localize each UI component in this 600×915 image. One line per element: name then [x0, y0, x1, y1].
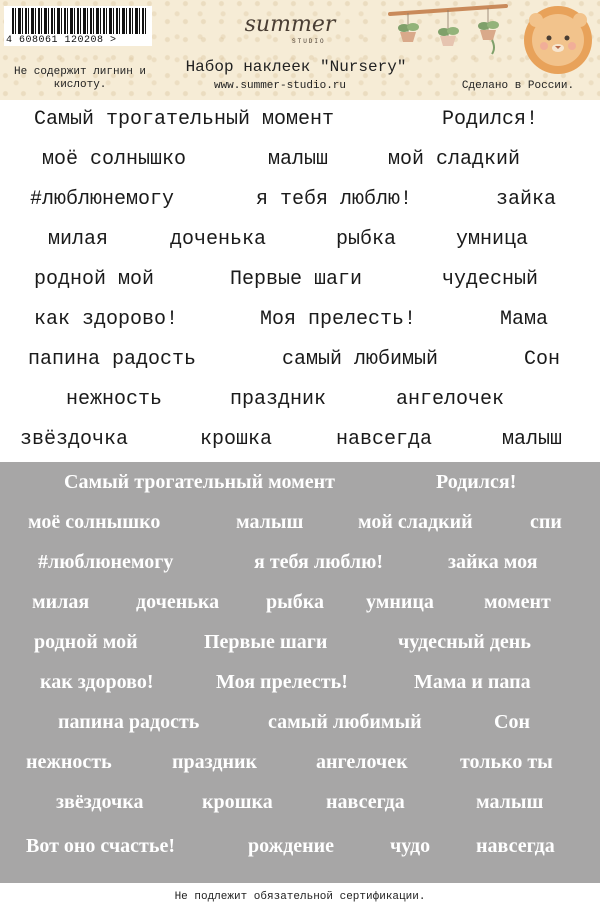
sticker-word: самый любимый — [282, 348, 439, 371]
sticker-word: только ты — [460, 751, 553, 773]
sticker-row — [0, 702, 600, 742]
sticker-word: я тебя люблю! — [254, 551, 384, 573]
lion-face-icon — [522, 4, 594, 76]
sticker-row — [0, 300, 600, 340]
package-header — [0, 0, 600, 101]
sticker-row — [0, 340, 600, 380]
hanging-plants-icon — [388, 2, 508, 56]
sticker-word: малыш — [268, 148, 329, 171]
grey-sticker-sheet — [0, 462, 600, 883]
brand-logo: summer — [244, 12, 336, 37]
sticker-word: мой сладкий — [388, 148, 521, 171]
sticker-row — [0, 502, 600, 542]
sticker-word: как здорово! — [40, 671, 154, 693]
sticker-row — [0, 220, 600, 260]
sticker-word: как здорово! — [34, 308, 179, 331]
sticker-word: звёздочка — [56, 791, 144, 813]
sticker-row — [0, 260, 600, 300]
sticker-word: #люблюнемогу — [30, 188, 175, 211]
sticker-word: навсегда — [476, 835, 555, 857]
sticker-word: зайка моя — [448, 551, 538, 573]
sticker-word: чудо — [390, 835, 431, 857]
sticker-word: момент — [484, 591, 551, 613]
sticker-row — [0, 582, 600, 622]
sticker-word: Родился! — [442, 108, 539, 131]
sticker-row — [0, 542, 600, 582]
sticker-row — [0, 826, 600, 866]
barcode-number: 4 608061 120208 > — [6, 35, 117, 46]
sticker-word: моё солнышко — [42, 148, 187, 171]
sticker-word: навсегда — [326, 791, 405, 813]
sticker-word: крошка — [202, 791, 273, 813]
barcode-icon — [4, 6, 152, 46]
sticker-word: Моя прелесть! — [260, 308, 417, 331]
sticker-word: милая — [48, 228, 109, 251]
sticker-row — [0, 782, 600, 822]
sticker-word: навсегда — [336, 428, 433, 451]
sticker-word: Сон — [494, 711, 530, 733]
sticker-word: родной мой — [34, 631, 138, 653]
sticker-row — [0, 100, 600, 140]
sticker-word: малыш — [502, 428, 563, 451]
sticker-word: Родился! — [436, 471, 517, 493]
sticker-word: крошка — [200, 428, 273, 451]
sticker-row — [0, 622, 600, 662]
sticker-word: папина радость — [58, 711, 200, 733]
package-footer — [0, 883, 600, 915]
sticker-word: мой сладкий — [358, 511, 473, 533]
sticker-word: Мама и папа — [414, 671, 531, 693]
sticker-word: Вот оно счастье! — [26, 835, 175, 857]
sticker-word: праздник — [230, 388, 327, 411]
made-in-note: Сделано в России. — [461, 80, 575, 92]
sticker-word: рыбка — [266, 591, 324, 613]
sticker-word: Самый трогательный момент — [64, 471, 335, 493]
sticker-word: нежность — [26, 751, 112, 773]
sticker-row — [0, 180, 600, 220]
sticker-word: доченька — [136, 591, 220, 613]
sticker-word: праздник — [172, 751, 258, 773]
sticker-row — [0, 462, 600, 502]
sticker-row — [0, 380, 600, 420]
sticker-row — [0, 662, 600, 702]
sticker-word: моё солнышко — [28, 511, 161, 533]
sticker-word: милая — [32, 591, 90, 613]
sticker-word: спи — [530, 511, 562, 533]
sticker-word: малыш — [236, 511, 304, 533]
sticker-word: ангелочек — [396, 388, 505, 411]
lignin-note: Не содержит лигнин и кислоту. — [13, 66, 147, 91]
brand-logo-sub: STUDIO — [292, 38, 326, 45]
sticker-word: Самый трогательный момент — [34, 108, 335, 131]
sticker-word: чудесный день — [398, 631, 531, 653]
sticker-word: рождение — [248, 835, 335, 857]
sticker-word: #люблюнемогу — [38, 551, 174, 573]
sticker-word: Первые шаги — [204, 631, 328, 653]
sticker-word: малыш — [476, 791, 544, 813]
sticker-word: зайка — [496, 188, 557, 211]
sticker-word: Первые шаги — [230, 268, 363, 291]
sticker-word: родной мой — [34, 268, 155, 291]
white-sticker-sheet — [0, 100, 600, 462]
barcode-bars — [12, 8, 146, 34]
sticker-word: я тебя люблю! — [256, 188, 413, 211]
sticker-word: звёздочка — [20, 428, 129, 451]
website-url: www.summer-studio.ru — [213, 80, 347, 92]
sticker-row — [0, 420, 600, 460]
sticker-word: рыбка — [336, 228, 397, 251]
product-title: Набор наклеек "Nursery" — [185, 58, 407, 76]
sticker-row — [0, 140, 600, 180]
sticker-word: умница — [456, 228, 529, 251]
sticker-word: нежность — [66, 388, 163, 411]
sticker-word: ангелочек — [316, 751, 408, 773]
sticker-row — [0, 742, 600, 782]
sticker-word: доченька — [170, 228, 267, 251]
certification-note: Не подлежит обязательной сертификации. — [174, 891, 426, 903]
sticker-word: самый любимый — [268, 711, 422, 733]
sticker-word: Мама — [500, 308, 549, 331]
sticker-word: умница — [366, 591, 434, 613]
sticker-word: чудесный — [442, 268, 539, 291]
sticker-word: папина радость — [28, 348, 197, 371]
sticker-word: Моя прелесть! — [216, 671, 348, 693]
sticker-word: Сон — [524, 348, 561, 371]
